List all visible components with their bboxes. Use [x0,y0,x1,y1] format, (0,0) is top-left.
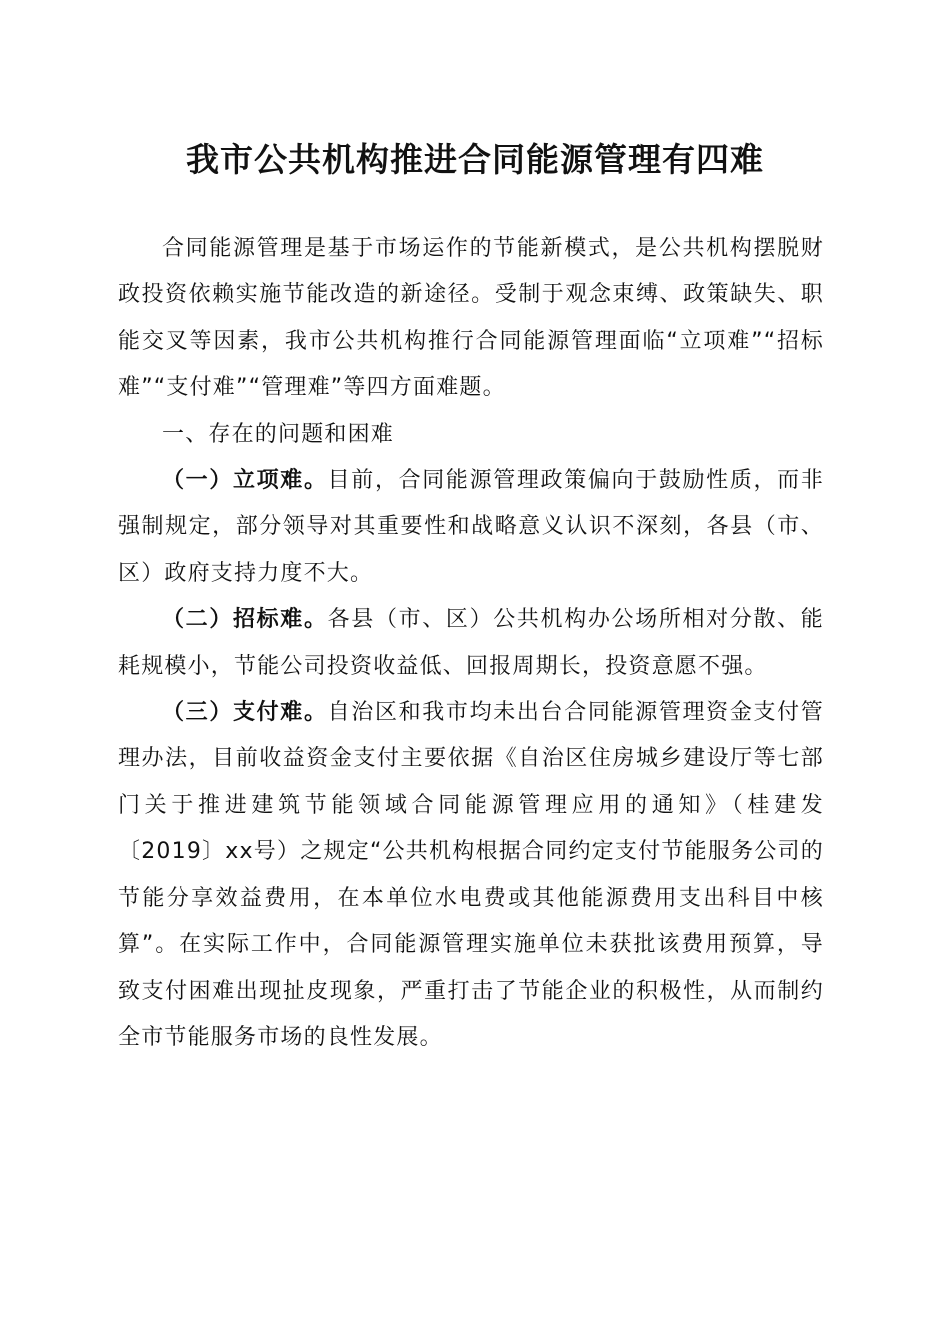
item-paragraph-1 [118,458,824,597]
item-label-1: （一）立项难。 [162,468,328,494]
item-paragraph-3 [118,690,824,1061]
intro-paragraph: 合同能源管理是基于市场运作的节能新模式，是公共机构摆脱财政投资依赖实施节能改造的新途径。受制于观念束缚、政策缺失、职能交叉等因素，我市公共机构推行合同能源管理面临“立项难”“招标难”“支付难”“管理难”等四方面难题。 [118,236,824,401]
item-text-2: 各县（市、区）公共机构办公场所相对分散、能耗规模小，节能公司投资收益低、回报周期长，投资意愿不强。 [118,607,825,679]
item-label-2: （二）招标难。 [162,607,328,633]
document-body [118,226,824,1061]
item-text-3: 自治区和我市均未出台合同能源管理资金支付管理办法，目前收益资金支付主要依据《自治区住房城乡建设厅等七部门关于推进建筑节能领域合同能源管理应用的通知》（桂建发〔2019〕xx号）之规定“公共机构根据合同约定支付节能服务公司的节能分享效益费用，在本单位水电费或其他能源费用支出科目中核算”。在实际工作中，合同能源管理实施单位未获批该费用预算，导致支付困难出现扯皮现象，严重打击了节能企业的积极性，从而制约全市节能服务市场的良性发展。 [118,700,825,1050]
item-label-3: （三）支付难。 [162,700,328,726]
item-paragraph-2 [118,597,824,690]
section-heading: 一、存在的问题和困难 [162,421,395,447]
item-text-1: 目前，合同能源管理政策偏向于鼓励性质，而非强制规定，部分领导对其重要性和战略意义认识不深刻，各县（市、区）政府支持力度不大。 [118,468,825,586]
document-title: 我市公共机构推进合同能源管理有四难 [186,140,764,179]
